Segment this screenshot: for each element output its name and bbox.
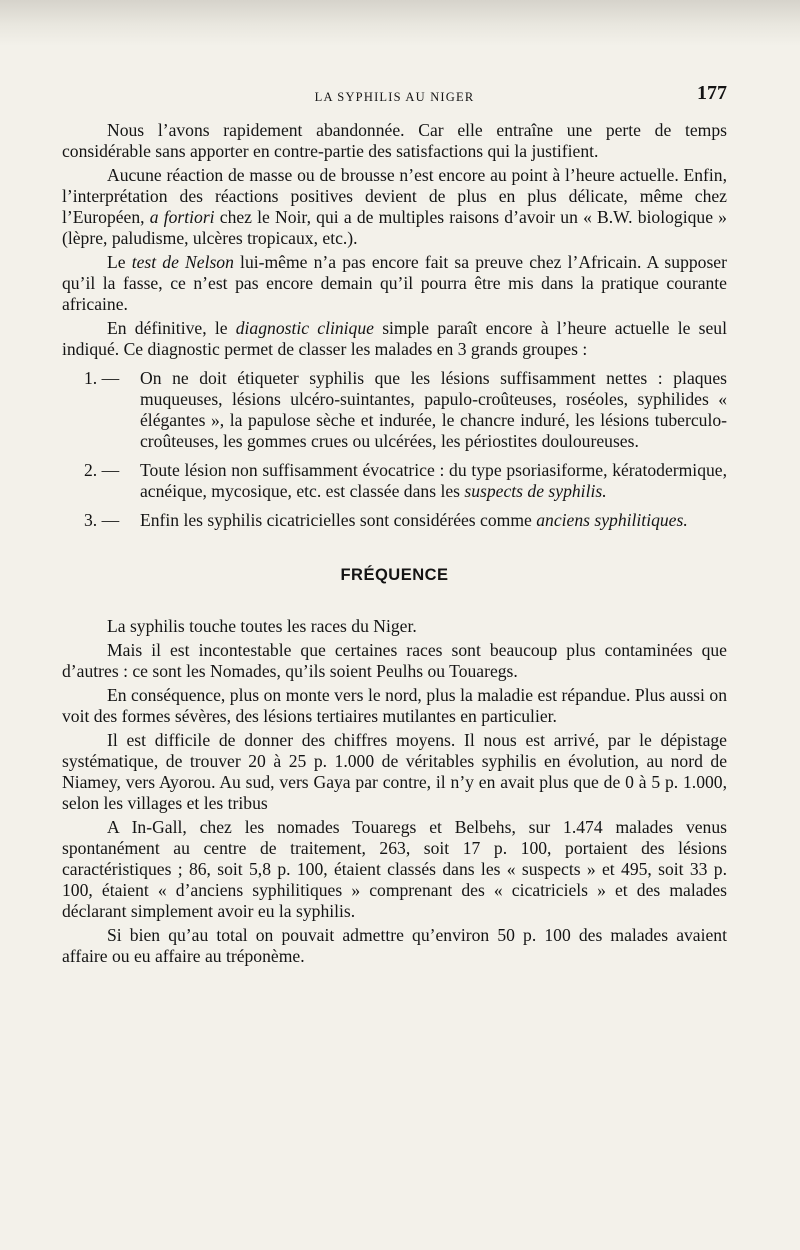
italic-term: diagnostic clinique	[235, 318, 374, 338]
paragraph: En conséquence, plus on monte vers le nord, plus la maladie est répandue. Plus aussi on voit des formes sévères, des lésions tertiaires mutilantes en particulier.	[62, 685, 727, 726]
list-item	[62, 510, 727, 531]
list-item-number: 2. —	[84, 460, 120, 480]
paragraph: Si bien qu’au total on pouvait admettre qu’environ 50 p. 100 des malades avaient affaire ou eu affaire au tréponème.	[62, 925, 727, 966]
italic-term: suspects de syphilis.	[464, 481, 607, 501]
page-body	[62, 120, 727, 970]
paragraph	[62, 252, 727, 315]
list-item-number: 3. —	[84, 510, 120, 530]
paragraph-text: Aucune réaction de masse ou de brousse n’est encore au point à l’heure actuelle. Enfin, l’interprétation des réactions positives devient de plus en plus délicate, même chez l’Européen,	[62, 165, 727, 227]
paragraph-text: En définitive, le	[107, 318, 236, 338]
italic-term: a fortiori	[149, 207, 215, 227]
list-item-text: Toute lésion non suffisamment évocatrice : du type psoriasiforme, kératodermique, acnéique, mycosique, etc. est classée dans les	[140, 460, 727, 501]
section-title: FRÉQUENCE	[340, 566, 449, 584]
scan-edge-shadow	[0, 0, 800, 46]
paragraph: Mais il est incontestable que certaines races sont beaucoup plus contaminées que d’autres : ce sont les Nomades, qu’ils soient Peulhs ou Touaregs.	[62, 640, 727, 681]
italic-term: anciens syphilitiques.	[536, 510, 688, 530]
italic-term: test de Nelson	[131, 252, 234, 272]
paragraph: A In-Gall, chez les nomades Touaregs et Belbehs, sur 1.474 malades venus spontanément au centre de traitement, 263, soit 17 p. 100, portaient des lésions caractéristiques ; 86, soit 5,8 p. 100, étaient classés dans les « suspects » et 495, soit 33 p. 100, étaient « d’anciens syphilitiques » comprenant des « cicatriciels » et des malades déclarant simplement avoir eu la syphilis.	[62, 817, 727, 921]
list-item	[62, 368, 727, 452]
list-item	[62, 460, 727, 502]
list-item-number: 1. —	[84, 368, 120, 388]
page-header	[62, 82, 727, 112]
list-item-text: On ne doit étiqueter syphilis que les lésions suffisamment nettes : plaques muqueuses, lésions ulcéro-suintantes, papulo-croûteuses, roséoles, syphilides « élégantes », la papulose sèche et indurée, le chancre induré, les lésions tuberculo-croûteuses, les gommes crues ou ulcérées, les périostites douloureuses.	[140, 368, 727, 451]
diagnosis-groups	[62, 368, 727, 531]
page-number: 177	[697, 82, 727, 104]
paragraph	[62, 120, 727, 162]
paragraph-text: simple paraît encore à l’heure actuelle le seul indiqué. Ce diagnostic permet de classer les malades en 3 grands groupes :	[62, 318, 727, 359]
paragraph-text: chez le Noir, qui a de multiples raisons d’avoir un « B.W. biologique » (lèpre, paludisme, ulcères tropicaux, etc.).	[62, 207, 727, 248]
paragraph: Il est difficile de donner des chiffres moyens. Il nous est arrivé, par le dépistage systématique, de trouver 20 à 25 p. 1.000 de véritables syphilis en évolution, au nord de Niamey, vers Ayorou. Au sud, vers Gaya par contre, il n’y en avait plus que de 0 à 5 p. 1.000, selon les villages et les tribus	[62, 730, 727, 813]
paragraph	[62, 318, 727, 360]
running-title: LA SYPHILIS AU NIGER	[314, 90, 475, 104]
paragraph	[62, 165, 727, 249]
paragraph-text: lui-même n’a pas encore fait sa preuve chez l’Africain. A supposer qu’il la fasse, ce n’est pas encore demain qu’il pourra être mis dans la pratique courante africaine.	[62, 252, 727, 314]
paragraph-text: Nous l’avons rapidement abandonnée. Car elle entraîne une perte de temps considérable sans apporter en contre-partie des satisfactions qui la justifient.	[62, 120, 727, 161]
paragraph-text: Le	[107, 252, 132, 272]
list-item-text: Enfin les syphilis cicatricielles sont considérées comme	[140, 510, 537, 530]
paragraph: La syphilis touche toutes les races du Niger.	[107, 616, 417, 636]
